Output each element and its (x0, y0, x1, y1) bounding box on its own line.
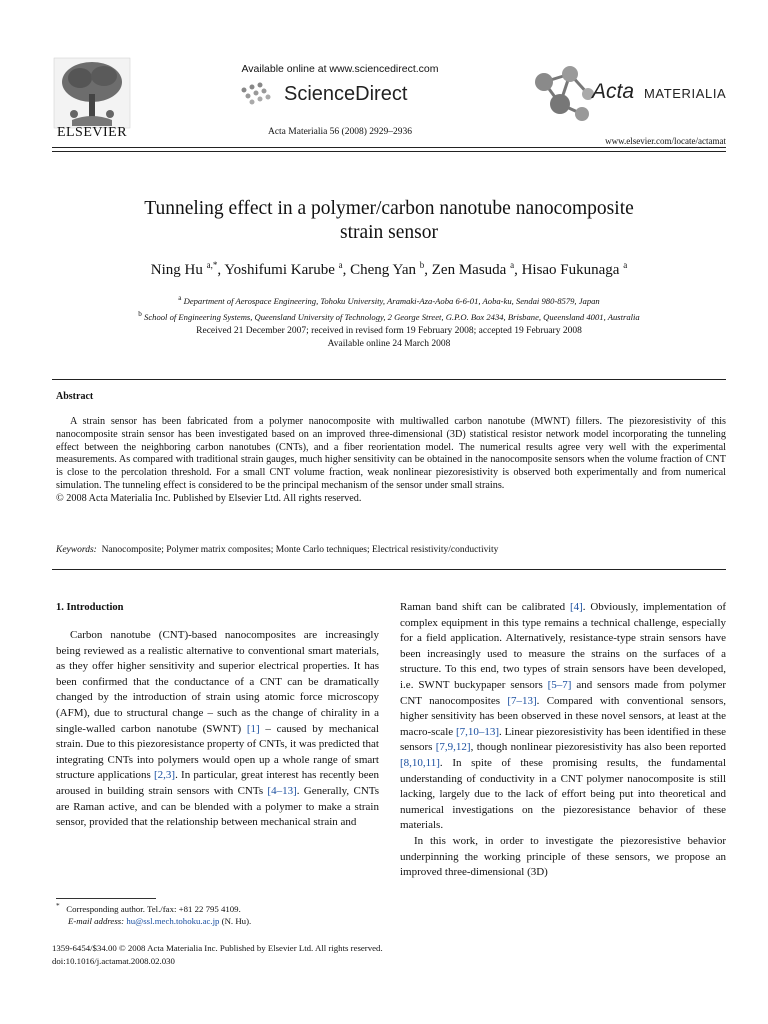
footnote-rule (56, 898, 156, 899)
footer (52, 942, 726, 967)
author-separator: , (217, 262, 222, 278)
citation-link[interactable]: [4] (569, 601, 583, 613)
body-text: . Generally, CNTs are Raman active, and can be blended with a polymer to make a strain sensor, provided that the relationship between mechanical strain and (56, 784, 379, 829)
body-text: Carbon nanotube (CNT)-based nanocomposites are increasingly being reviewed as a realistic alternative to conventional smart materials, as they offer higher sensitivity and superior electrical properties. It has been confirmed that the conductance of a CNT can be dramatically changed by the introduction of strain using atomic force microscopy (AFM), due to structural change – such as the change of chirality in a single-walled carbon nanotube (SWNT) (56, 629, 379, 735)
affiliation-text: Department of Aerospace Engineering, Tohoku University, Aramaki-Aza-Aoba 6-6-01, Aoba-ku, Sendai 980-8579, Japan (183, 295, 600, 306)
paragraph-this-work: In this work, in order to investigate the piezoresistive behavior underpinning the working principle of these sensors, we propose an improved three-dimensional (3D) (400, 834, 726, 879)
footnote-corresponding (56, 900, 386, 915)
paragraph (400, 600, 726, 834)
body-text: . Linear piezoresistivity has been identified in these sensors (400, 725, 726, 754)
footnote-mark: * (56, 901, 60, 910)
author-affiliation-mark: a (623, 260, 628, 270)
journal-url[interactable]: www.elsevier.com/locate/actamat (605, 136, 726, 146)
intro-left-paragraph (56, 628, 379, 831)
email-suffix: (N. Hu). (219, 916, 252, 927)
body-text: Raman band shift can be calibrated (400, 601, 570, 613)
body-text: and sensors made from polymer CNT nanocomposites (400, 678, 726, 707)
citation-link[interactable]: [1] (246, 722, 260, 735)
affiliation-a (40, 292, 738, 308)
article-title (52, 197, 726, 245)
citation-link[interactable]: [4–13] (267, 784, 297, 797)
footer-doi: doi:10.1016/j.actamat.2008.02.030 (52, 955, 175, 966)
author-affiliation-mark: a (338, 260, 343, 270)
footer-issn: 1359-6454/$34.00 © 2008 Acta Materialia Inc. Published by Elsevier Ltd. All rights reserved. (52, 943, 383, 953)
citation-link[interactable]: [7–13] (507, 694, 537, 707)
journal-citation: Acta Materialia 56 (2008) 2929–2936 (267, 127, 413, 137)
body-text: , though nonlinear piezoresistivity has also been reported (470, 741, 726, 754)
footnote-email (56, 915, 386, 928)
affiliation-mark: a (178, 294, 182, 302)
body-text: . Obviously, implementation of complex equipment in this type remains a technical challenge, especially for a field application. Alternatively, resistance-type strain sensors have been increasingly used to measure the strains on the surfaces of a structure. To this end, two types of strain sensors have been developed, i.e. SWNT buckypaper sensors (400, 601, 727, 691)
affiliations (40, 292, 738, 324)
abstract-text: A strain sensor has been fabricated from a polymer nanocomposite with multiwalled carbon nanotube (MWNT) fillers. The piezoresistivity of this nanocomposite strain sensor has been investigated based on an improved three-dimensional (3D) statistical resistor network model incorporating the tunneling effect between the neighboring carbon nanotubes (CNTs), and a fiber reorientation model. The numerical results agree very well with the experimental measurements. As compared with traditional strain gauges, much higher sensitivity can be obtained in the nanocomposite sensors when the volume fraction of CNT is close to the percolation threshold. For a small CNT volume fraction, weak nonlinear piezoresistivity is observed both experimentally and from numerical simulation. The tunneling effect is considered to be the principal mechanism of the sensor under small strains. (56, 416, 726, 491)
sciencedirect-wordmark: ScienceDirect (284, 83, 408, 105)
molecule-icon (530, 64, 600, 126)
citation-link[interactable]: [7,10–13] (455, 725, 500, 738)
keywords-text: Nanocomposite; Polymer matrix composites; Monte Carlo techniques; Electrical resistivity/conductivity (101, 545, 499, 555)
author-name: Yoshifumi Karube (224, 262, 335, 278)
acta-logo-word1: Acta (592, 80, 635, 103)
abstract-rule-top (52, 379, 726, 380)
author (151, 262, 221, 278)
author-name: Zen Masuda (431, 262, 507, 278)
author (522, 262, 628, 278)
author (432, 262, 518, 278)
abstract-heading: Abstract (56, 391, 94, 402)
title-line-1: Tunneling effect in a polymer/carbon nanotube nanocomposite (144, 198, 634, 219)
author-affiliation-mark: a,* (206, 260, 218, 270)
header-rule-bottom (52, 151, 726, 152)
intro-heading: 1. Introduction (56, 602, 124, 613)
author-separator: , (424, 262, 428, 278)
keywords-label: Keywords: (56, 545, 97, 555)
header-rule-top (52, 147, 726, 148)
sciencedirect-dots-icon (238, 82, 282, 108)
email-link[interactable]: hu@ssl.mech.tohoku.ac.jp (126, 916, 220, 927)
available-online-date: Available online 24 March 2008 (327, 339, 451, 349)
body-text: . In spite of these promising results, the fundamental understanding of conductivity in a CNT polymer nanocomposite is still lacking, largely due to the lack of effort being put into theoretical and numerical investigations on the piezoresistance behavior of these materials. (400, 756, 726, 832)
abstract-copyright: © 2008 Acta Materialia Inc. Published by Elsevier Ltd. All rights reserved. (56, 492, 362, 504)
citation-link[interactable]: [5–7] (547, 678, 572, 691)
author-separator: , (342, 262, 347, 278)
author-affiliation-mark: b (419, 260, 425, 270)
citation-link[interactable]: [7,9,12] (435, 741, 471, 754)
available-online-text: Available online at www.sciencedirect.com (241, 63, 439, 75)
publisher-name: ELSEVIER (56, 125, 128, 140)
author-list (52, 260, 726, 279)
author-name: Hisao Fukunaga (521, 262, 620, 278)
keywords (56, 545, 498, 555)
body-text: . Compared with conventional sensors, higher sensitivity has been observed in these novel sensors, at least at the macro-scale (400, 694, 726, 738)
body-text: – caused by mechanical strain. Due to this piezoresistance property of CNTs, it was predicted that integrating CNTs into polymers would open up a whole range of smart structure applications (56, 722, 379, 782)
acta-materialia-logo (530, 64, 730, 126)
abstract-rule-bottom (52, 569, 726, 570)
author-name: Ning Hu (150, 262, 203, 278)
author-separator: , (514, 262, 518, 278)
author-affiliation-mark: a (510, 260, 515, 270)
body-text: . In particular, great interest has recently been aroused in building strain sensors with CNTs (56, 769, 379, 797)
author (224, 262, 346, 278)
footnote-corresponding-text: Corresponding author. Tel./fax: +81 22 795 4109. (66, 903, 241, 914)
affiliation-mark: b (138, 309, 142, 318)
title-line-2: strain sensor (339, 222, 439, 243)
acta-logo-word2: MATERIALIA (644, 86, 727, 101)
email-label: E-mail address: (68, 916, 125, 927)
author-name: Cheng Yan (350, 262, 416, 278)
footnote (56, 900, 386, 928)
affiliation-text: School of Engineering Systems, Queensland University of Technology, 2 George Street, G.P.O. Box 2434, Brisbane, Queensland 4001, Australia (144, 311, 640, 322)
elsevier-logo (52, 56, 132, 132)
dates (52, 325, 726, 351)
citation-link[interactable]: [8,10,11] (400, 756, 440, 769)
elsevier-tree-icon (52, 56, 132, 132)
sciencedirect-logo (238, 80, 458, 110)
received-dates: Received 21 December 2007; received in revised form 19 February 2008; accepted 19 February 2008 (196, 326, 582, 336)
intro-right-paragraph (400, 600, 726, 881)
abstract-body (56, 416, 726, 506)
author (350, 262, 428, 278)
citation-link[interactable]: [2,3] (154, 769, 176, 782)
affiliation-b (40, 308, 738, 324)
